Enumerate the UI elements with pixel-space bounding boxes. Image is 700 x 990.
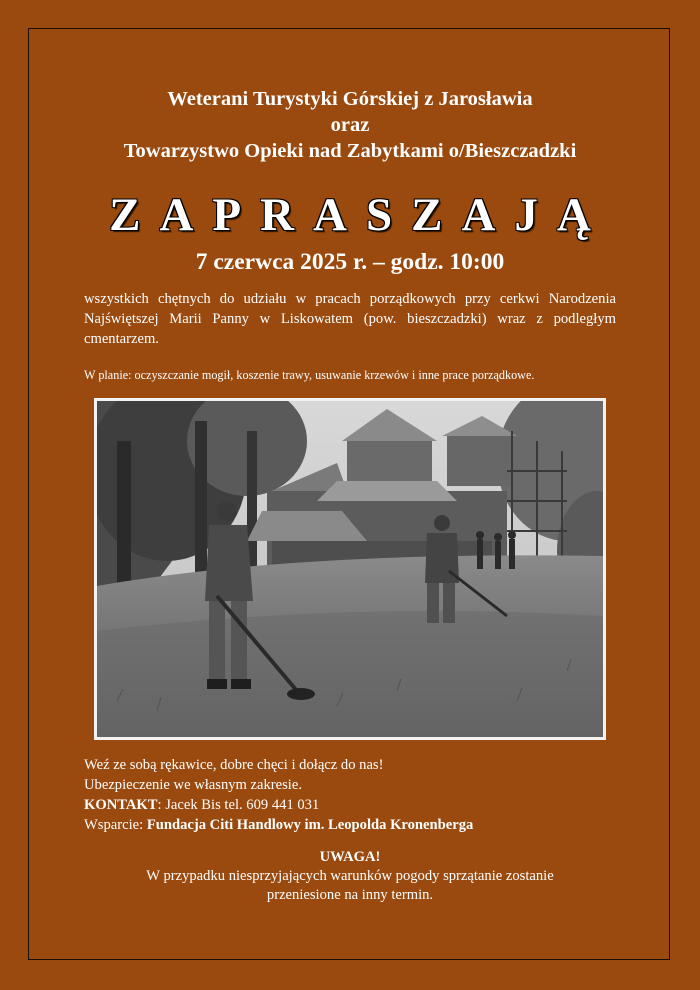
headline-invite: ZAPRASZAJĄ xyxy=(109,189,610,241)
support-label: Wsparcie: xyxy=(84,817,147,833)
contact-value: : Jacek Bis tel. 609 441 031 xyxy=(157,797,320,813)
notice-title: UWAGA! xyxy=(319,849,381,865)
organizer-line-2: oraz xyxy=(330,114,370,136)
notice-line-2: przeniesione na inny termin. xyxy=(266,887,434,903)
contact-label: KONTAKT xyxy=(84,797,158,813)
support-line xyxy=(84,815,624,835)
organizer-line-1: Weterani Turystyki Górskiej z Jarosławia xyxy=(167,88,533,110)
event-description: wszystkich chętnych do udziału w pracach porządkowych przy cerkwi Narodzenia Najświętszej Marii Panny w Liskowatem (pow. bieszczadzki) wraz z podległym cmentarzem. xyxy=(84,291,616,347)
insurance-note: Ubezpieczenie we własnym zakresie. xyxy=(84,777,302,793)
church-cleanup-photo xyxy=(94,398,606,740)
event-details xyxy=(84,755,624,835)
support-value: Fundacja Citi Handlowy im. Leopolda Kronenberga xyxy=(146,817,474,833)
organizers-heading xyxy=(0,86,700,164)
contact-line xyxy=(84,795,624,815)
event-date: 7 czerwca 2025 r. – godz. 10:00 xyxy=(195,249,505,275)
weather-notice xyxy=(0,848,700,905)
event-plan: W planie: oczyszczanie mogił, koszenie trawy, usuwanie krzewów i inne prace porządkowe. xyxy=(84,368,535,382)
bring-note: Weź ze sobą rękawice, dobre chęci i dołącz do nas! xyxy=(84,757,384,773)
organizer-line-3: Towarzystwo Opieki nad Zabytkami o/Bieszczadzki xyxy=(123,140,577,162)
notice-line-1: W przypadku niesprzyjających warunków pogody sprzątanie zostanie xyxy=(146,868,554,884)
